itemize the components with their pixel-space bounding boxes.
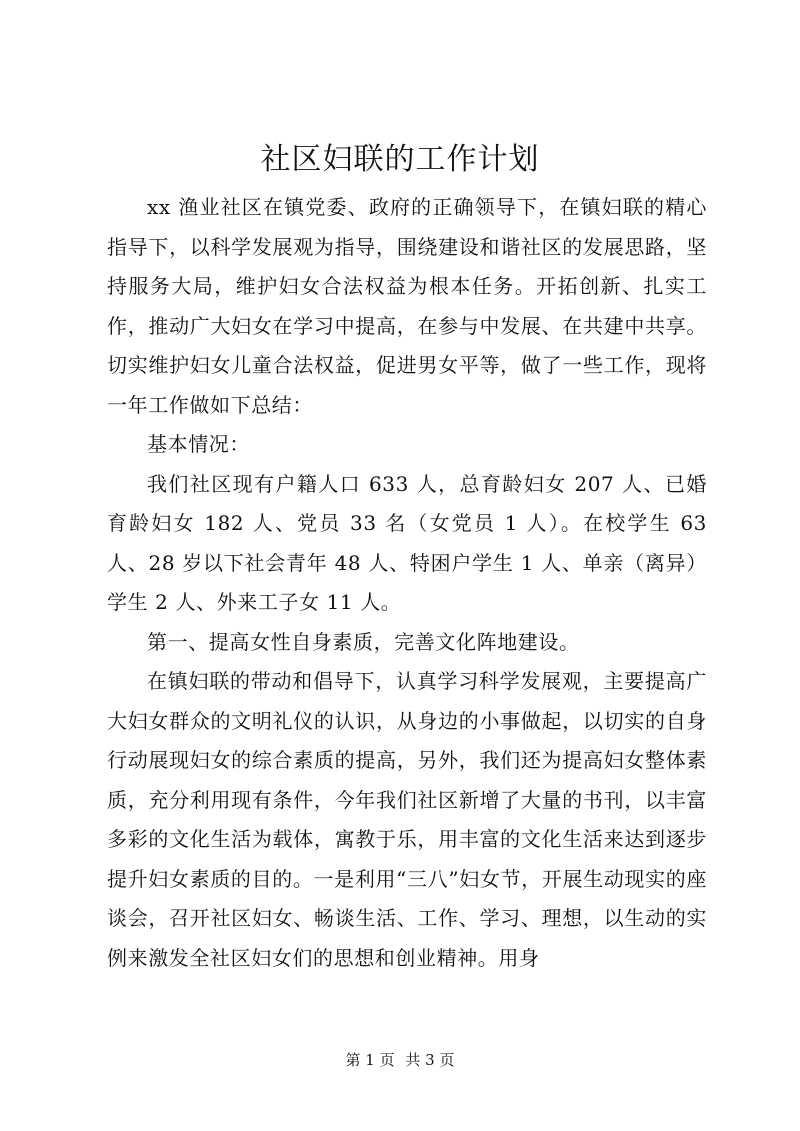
paragraph-section-one-body: 在镇妇联的带动和倡导下，认真学习科学发展观，主要提高广大妇女群众的文明礼仪的认识，从身边的小事做起，以切实的自身行动展现妇女的综合素质的提高，另外，我们还为提高妇女整体素质，充分利用现有条件，今年我们社区新增了大量的书刊，以丰富多彩的文化生活为载体，寓教于乐，用丰富的文化生活来达到逐步提升妇女素质的目的。一是利用“三八”妇女节，开展生动现实的座谈会，召开社区妇女、畅谈生活、工作、学习、理想，以生动的实例来激发全社区妇女们的思想和创业精神。用身 [107,669,707,970]
page-total: 共 3 页 [405,1051,455,1069]
document-title: 社区妇联的工作计划 [260,142,540,177]
page-number: 第 1 页 [345,1051,395,1069]
paragraph-intro: xx 渔业社区在镇党委、政府的正确领导下，在镇妇联的精心指导下，以科学发展观为指导，围绕建设和谐社区的发展思路，坚持服务大局，维护妇女合法权益为根本任务。开拓创新、扎实工作，推动广大妇女在学习中提高，在参与中发展、在共建中共享。切实维护妇女儿童合法权益，促进男女平等，做了一些工作，现将一年工作做如下总结： [107,195,707,417]
page-footer [0,1050,800,1070]
paragraph-population: 我们社区现有户籍人口 633 人，总育龄妇女 207 人、已婚育龄妇女 182 人、党员 33 名（女党员 1 人）。在校学生 63 人、28 岁以下社会青年 48 人、特困户学生 1 人、单亲（离异）学生 2 人、外来工子女 11 人。 [107,471,707,614]
document-body [107,188,707,978]
paragraph-basic-heading: 基本情况： [147,432,250,456]
paragraph-section-one-heading: 第一、提高女性自身素质，完善文化阵地建设。 [147,629,580,654]
